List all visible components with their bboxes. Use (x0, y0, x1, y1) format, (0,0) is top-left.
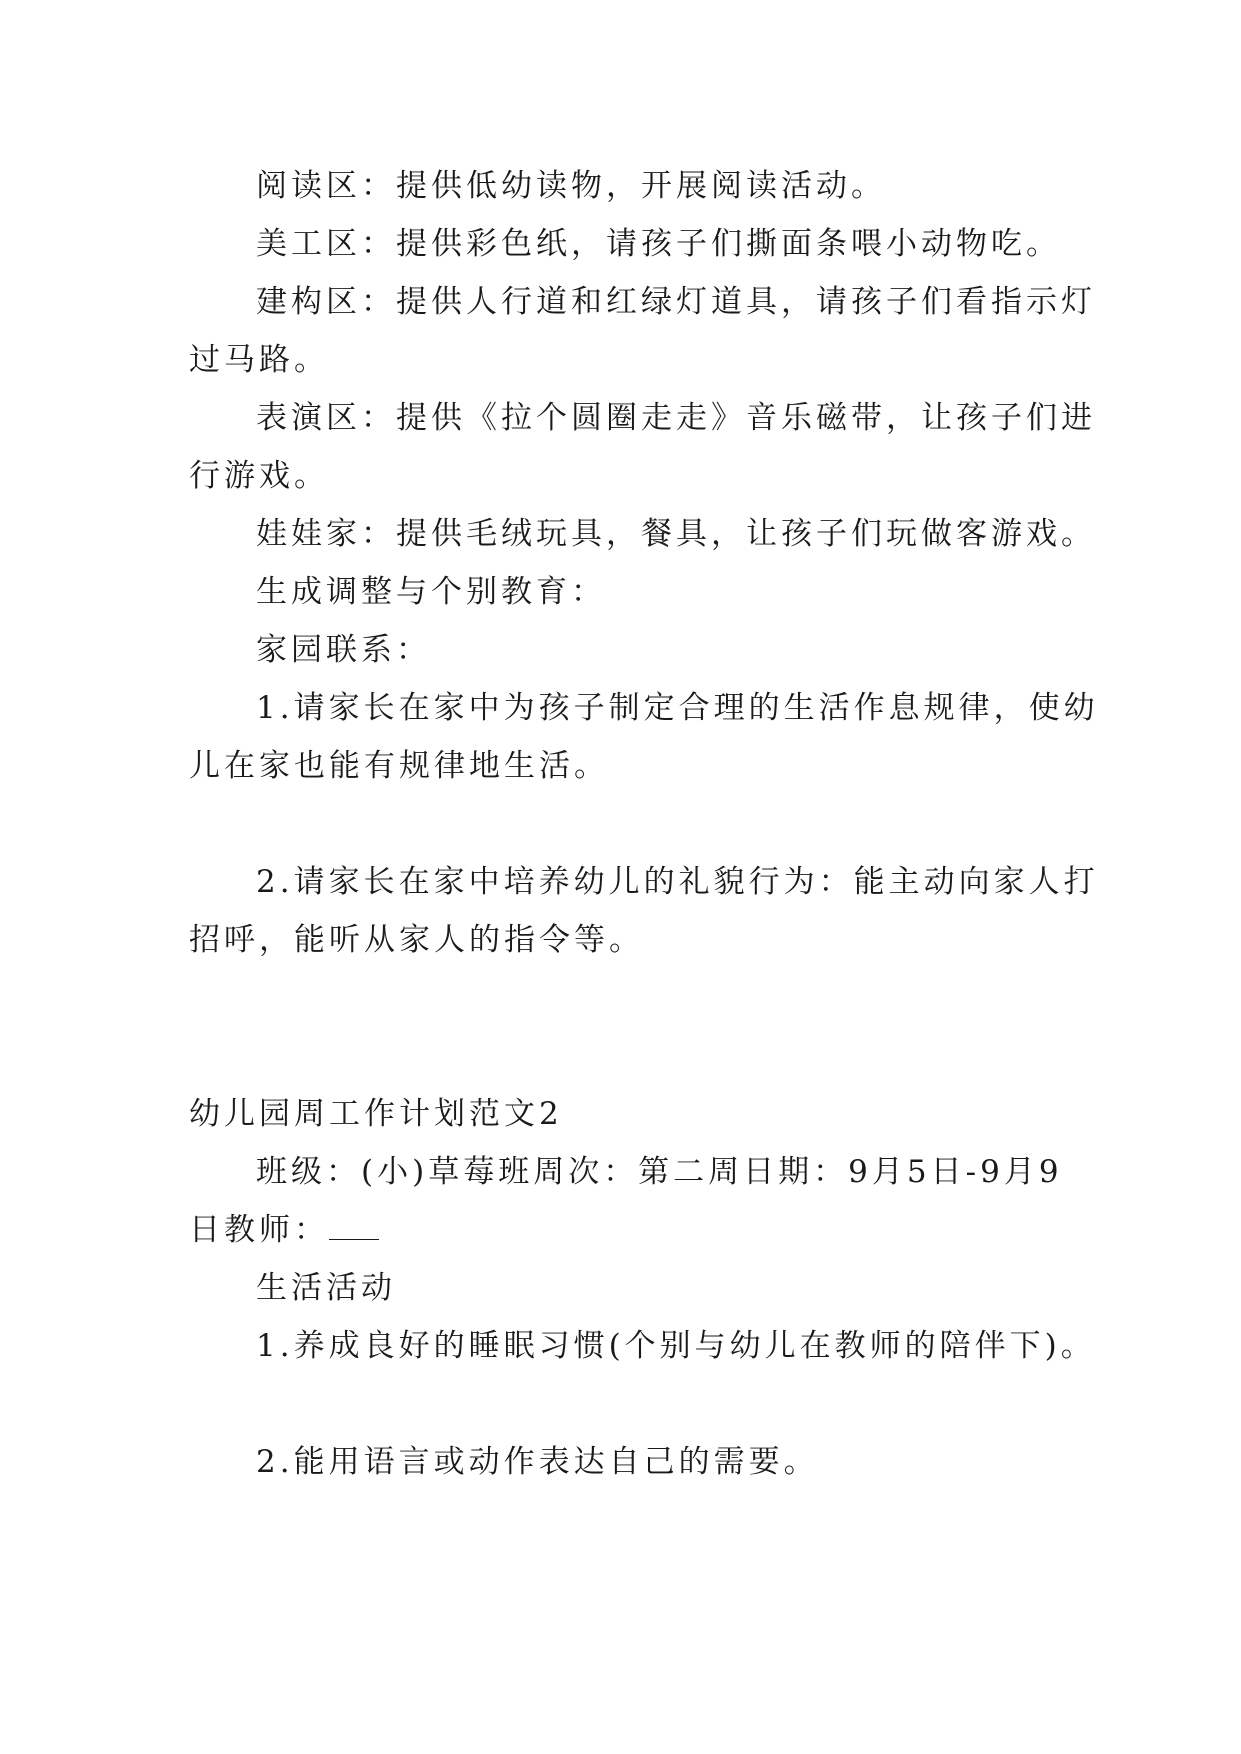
teacher-label: 日教师： (189, 1212, 329, 1248)
home-school-item-2-cont: 招呼，能听从家人的指令等。 (189, 922, 644, 958)
home-school-item-1: 1.请家长在家中为孩子制定合理的生活作息规律，使幼 (256, 690, 1099, 726)
home-school-item-2: 2.请家长在家中培养幼儿的礼貌行为：能主动向家人打 (256, 864, 1099, 900)
reading-area-text: 阅读区：提供低幼读物，开展阅读活动。 (256, 168, 886, 204)
teacher-blank (329, 1211, 379, 1240)
life-activity-heading: 生活活动 (256, 1270, 396, 1306)
construction-area-text-cont: 过马路。 (189, 342, 329, 378)
art-area-text: 美工区：提供彩色纸，请孩子们撕面条喂小动物吃。 (256, 226, 1061, 262)
home-school-item-1-cont: 儿在家也能有规律地生活。 (189, 748, 609, 784)
doll-house-text: 娃娃家：提供毛绒玩具，餐具，让孩子们玩做客游戏。 (256, 516, 1096, 552)
home-school-heading: 家园联系： (256, 632, 431, 668)
adjustment-heading: 生成调整与个别教育： (256, 574, 606, 610)
construction-area-text: 建构区：提供人行道和红绿灯道具，请孩子们看指示灯 (256, 284, 1096, 320)
section-title: 幼儿园周工作计划范文2 (189, 1096, 563, 1132)
life-activity-item-2: 2.能用语言或动作表达自己的需要。 (256, 1444, 819, 1480)
class-info-text: 班级：(小)草莓班周次：第二周日期：9月5日-9月9 (256, 1154, 1063, 1190)
life-activity-item-1: 1.养成良好的睡眠习惯(个别与幼儿在教师的陪伴下)。 (256, 1328, 1096, 1364)
teacher-line (189, 1210, 379, 1250)
performance-area-text: 表演区：提供《拉个圆圈走走》音乐磁带，让孩子们进 (256, 400, 1096, 436)
performance-area-text-cont: 行游戏。 (189, 458, 329, 494)
